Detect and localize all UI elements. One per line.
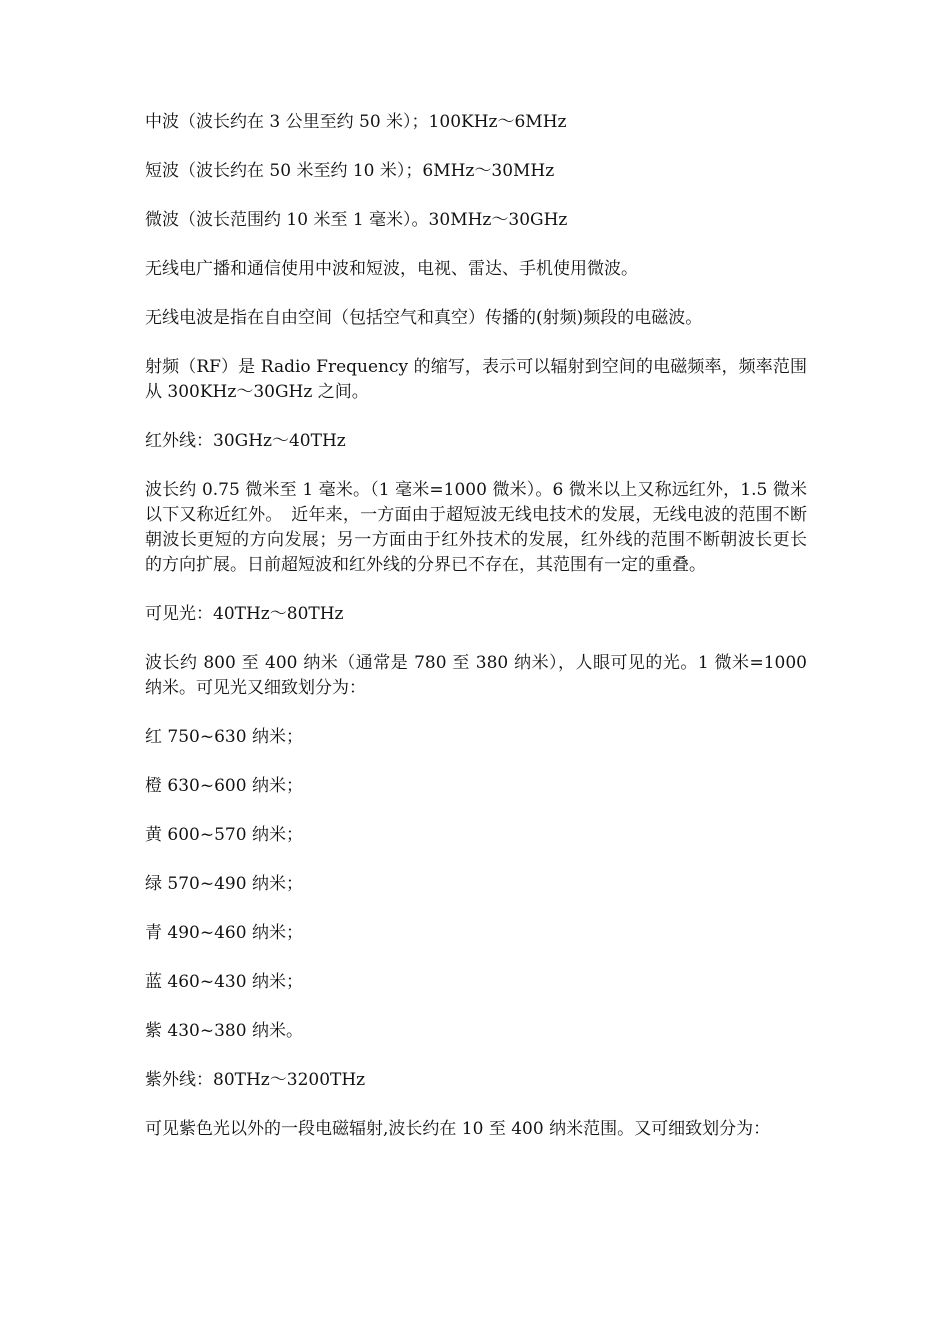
list-item-yellow: 黄 600~570 纳米； — [145, 825, 303, 845]
paragraph-short-wave: 短波（波长约在 50 米至约 10 米）；6MHz～30MHz — [145, 161, 555, 181]
paragraph-rf-definition: 射频（RF）是 Radio Frequency 的缩写，表示可以辐射到空间的电磁频率，频率范围从 300KHz～30GHz 之间。 — [145, 357, 807, 402]
paragraph-visible-light-heading: 可见光：40THz～80THz — [145, 604, 344, 624]
list-item-cyan: 青 490~460 纳米； — [145, 923, 303, 943]
list-item-orange: 橙 630~600 纳米； — [145, 776, 303, 796]
document-page — [145, 110, 807, 1166]
list-item-red: 红 750~630 纳米； — [145, 727, 303, 747]
paragraph-infrared-description: 波长约 0.75 微米至 1 毫米。（1 毫米=1000 微米）。6 微米以上又称远红外，1.5 微米以下又称近红外。 近年来，一方面由于超短波无线电技术的发展，无线电波的范围不断朝波长更短的方向发展；另一方面由于红外技术的发展，红外线的范围不断朝波长更长的方向扩展。日前超短波和红外线的分界已不存在，其范围有一定的重叠。 — [145, 480, 807, 575]
paragraph-visible-light-description: 波长约 800 至 400 纳米（通常是 780 至 380 纳米），人眼可见的光。1 微米=1000 纳米。可见光又细致划分为： — [145, 653, 807, 698]
list-item-green: 绿 570~490 纳米； — [145, 874, 303, 894]
paragraph-ultraviolet-description: 可见紫色光以外的一段电磁辐射,波长约在 10 至 400 纳米范围。又可细致划分为： — [145, 1119, 771, 1139]
list-item-blue: 蓝 460~430 纳米； — [145, 972, 303, 992]
paragraph-infrared-heading: 红外线：30GHz～40THz — [145, 431, 346, 451]
paragraph-ultraviolet-heading: 紫外线：80THz～3200THz — [145, 1070, 366, 1090]
list-item-violet: 紫 430~380 纳米。 — [145, 1021, 303, 1041]
paragraph-microwave: 微波（波长范围约 10 米至 1 毫米）。30MHz～30GHz — [145, 210, 568, 230]
paragraph-radio-usage: 无线电广播和通信使用中波和短波，电视、雷达、手机使用微波。 — [145, 259, 638, 279]
paragraph-medium-wave: 中波（波长约在 3 公里至约 50 米）；100KHz～6MHz — [145, 112, 567, 132]
paragraph-radio-wave-definition: 无线电波是指在自由空间（包括空气和真空）传播的(射频)频段的电磁波。 — [145, 308, 703, 328]
